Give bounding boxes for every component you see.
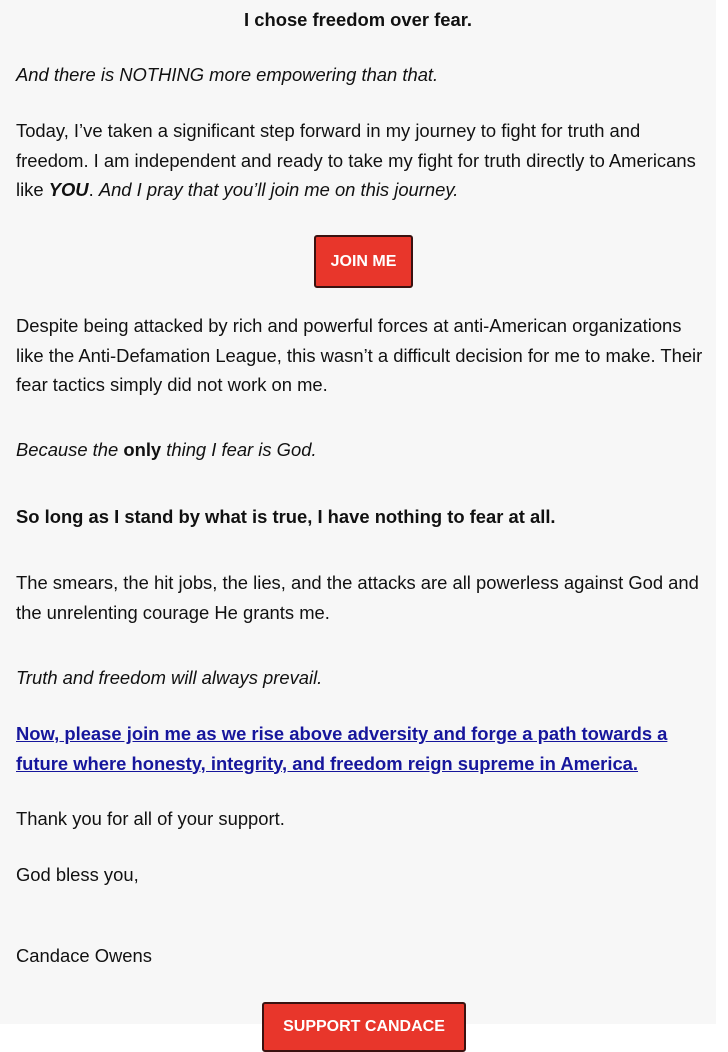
announcement-period: . [88, 179, 99, 200]
join-movement-link[interactable]: Now, please join me as we rise above adversity and forge a path towards a future where honesty, integrity, and freedom reign supreme in America. [16, 723, 668, 774]
emphasis-only: only [123, 439, 162, 460]
fear-god-b: thing I fear is God. [161, 439, 317, 460]
paragraph-fear-god [16, 435, 712, 465]
signature: Candace Owens [16, 945, 152, 966]
announcement-text: Today, I’ve taken a significant step forward in my journey to fight for truth and freedom. I am independent and ready to take my fight for truth directly to Americans like [16, 120, 696, 200]
paragraph-empowering: And there is NOTHING more empowering than that. [16, 64, 439, 85]
paragraph-stand-by-truth: So long as I stand by what is true, I have nothing to fear at all. [16, 506, 556, 527]
paragraph-attacks: Despite being attacked by rich and powerful forces at anti-American organizations like the Anti-Defamation League, this wasn’t a difficult decision for me to make. Their fear tactics simply did not work on me. [16, 315, 703, 395]
paragraph-blessing: God bless you, [16, 864, 139, 885]
support-candace-button[interactable]: SUPPORT CANDACE [262, 1002, 466, 1052]
paragraph-thanks: Thank you for all of your support. [16, 808, 285, 829]
paragraph-smears: The smears, the hit jobs, the lies, and the attacks are all powerless against God and the unrelenting courage He grants me. [16, 572, 699, 623]
emphasis-you: YOU [48, 179, 89, 200]
fear-god-a: Because the [16, 439, 124, 460]
announcement-italic-tail: And I pray that you’ll join me on this journey. [98, 179, 459, 200]
headline: I chose freedom over fear. [244, 9, 472, 30]
paragraph-announcement [16, 116, 712, 205]
paragraph-link [16, 719, 712, 778]
paragraph-truth-prevail: Truth and freedom will always prevail. [16, 667, 323, 688]
join-me-button[interactable]: JOIN ME [314, 235, 413, 288]
